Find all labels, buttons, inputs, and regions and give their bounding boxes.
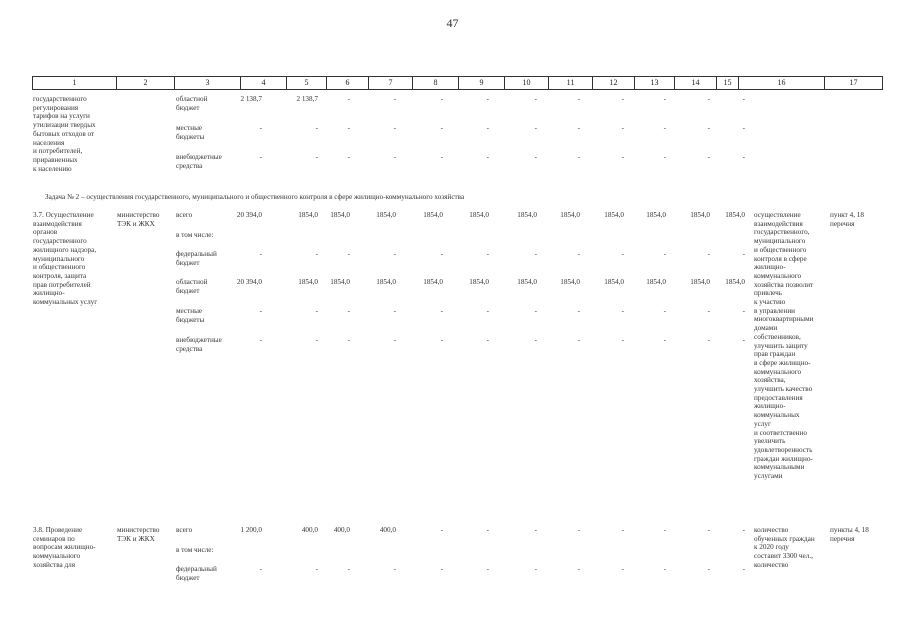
- value-cell: 1854,0: [469, 278, 489, 286]
- value-cell: -: [577, 250, 580, 258]
- value-cell: -: [534, 153, 537, 161]
- header-col-15: 15: [717, 77, 739, 89]
- expected-result: коммунальными: [754, 463, 805, 472]
- value-cell: -: [347, 307, 350, 315]
- value-cell: -: [577, 95, 580, 103]
- value-cell: 1854,0: [423, 278, 443, 286]
- value-cell: -: [742, 307, 745, 315]
- value-cell: -: [486, 526, 489, 534]
- value-cell: -: [393, 250, 396, 258]
- value-cell: -: [577, 526, 580, 534]
- value-cell: -: [347, 95, 350, 103]
- value-cell: -: [315, 336, 318, 344]
- value-cell: -: [577, 153, 580, 161]
- expected-result: осуществление: [754, 211, 801, 219]
- funding-source: в том числе:: [176, 546, 214, 554]
- header-col-11: 11: [549, 77, 593, 89]
- value-cell: -: [577, 336, 580, 344]
- value-cell: 1854,0: [376, 211, 396, 219]
- funding-source: местные бюджеты: [176, 307, 205, 324]
- funding-source: в том числе:: [176, 231, 214, 239]
- value-cell: 1854,0: [298, 211, 318, 219]
- value-cell: -: [577, 565, 580, 573]
- value-cell: -: [486, 153, 489, 161]
- value-cell: 1854,0: [298, 278, 318, 286]
- expected-result: собственников,: [754, 332, 801, 341]
- expected-result: количество: [754, 526, 789, 534]
- funding-source: местные бюджеты: [176, 124, 205, 141]
- row-description: бытовых отходов от: [33, 129, 95, 138]
- value-cell: -: [621, 124, 624, 132]
- value-cell: -: [621, 153, 624, 161]
- value-cell: 2 138,7: [240, 95, 262, 103]
- value-cell: 20 394,0: [236, 278, 262, 286]
- value-cell: 1854,0: [517, 211, 537, 219]
- row-description: тарифов на услуги: [33, 112, 90, 121]
- header-col-3: 3: [175, 77, 241, 89]
- funding-source: областной бюджет: [176, 278, 208, 295]
- value-cell: -: [742, 124, 745, 132]
- value-cell: -: [486, 336, 489, 344]
- funding-source: областной бюджет: [176, 95, 208, 112]
- value-cell: -: [315, 307, 318, 315]
- expected-result: и общественного: [754, 245, 807, 254]
- value-cell: 1854,0: [376, 278, 396, 286]
- value-cell: 1854,0: [517, 278, 537, 286]
- value-cell: -: [440, 526, 443, 534]
- funding-source: внебюджетные средства: [176, 336, 222, 353]
- row-description: и потребителей,: [33, 147, 83, 156]
- value-cell: -: [621, 307, 624, 315]
- expected-result: многоквартирными: [754, 315, 814, 324]
- value-cell: -: [486, 95, 489, 103]
- value-cell: 1854,0: [604, 211, 624, 219]
- expected-result: количество: [754, 560, 789, 569]
- value-cell: -: [534, 336, 537, 344]
- expected-result: хозяйства позволит: [754, 280, 814, 289]
- expected-result: привлечь: [754, 289, 783, 298]
- value-cell: 1854,0: [330, 211, 350, 219]
- expected-result: контроля в сфере: [754, 254, 807, 263]
- value-cell: -: [440, 124, 443, 132]
- expected-result: составит 3300 чел.,: [754, 552, 813, 561]
- expected-result: государственного,: [754, 228, 810, 237]
- header-col-7: 7: [369, 77, 413, 89]
- value-cell: -: [742, 250, 745, 258]
- expected-result: в управлении: [754, 306, 796, 315]
- value-cell: -: [393, 153, 396, 161]
- value-cell: -: [534, 250, 537, 258]
- value-cell: -: [663, 95, 666, 103]
- value-cell: -: [347, 124, 350, 132]
- row-description: органов: [33, 228, 58, 237]
- value-cell: -: [707, 565, 710, 573]
- header-col-16: 16: [739, 77, 825, 89]
- expected-result: в сфере жилищно-: [754, 358, 811, 367]
- value-cell: -: [486, 250, 489, 258]
- value-cell: 1854,0: [469, 211, 489, 219]
- value-cell: -: [663, 124, 666, 132]
- value-cell: 1854,0: [646, 278, 666, 286]
- value-cell: -: [393, 565, 396, 573]
- value-cell: -: [440, 307, 443, 315]
- funding-source: всего: [176, 211, 193, 219]
- value-cell: -: [259, 124, 262, 132]
- expected-result: коммунального: [754, 367, 802, 376]
- value-cell: -: [393, 124, 396, 132]
- value-cell: -: [440, 95, 443, 103]
- value-cell: -: [534, 307, 537, 315]
- expected-result: к участию: [754, 298, 786, 306]
- value-cell: 1854,0: [725, 211, 745, 219]
- value-cell: -: [259, 153, 262, 161]
- header-col-14: 14: [675, 77, 717, 89]
- value-cell: 1854,0: [560, 211, 580, 219]
- expected-result: удовлетворенность: [754, 445, 813, 454]
- value-cell: -: [315, 565, 318, 573]
- executor: министерство ТЭК и ЖКХ: [117, 211, 160, 228]
- row-description: к населению: [33, 164, 72, 173]
- table-header-row: [32, 76, 883, 90]
- row-description: государственного: [33, 237, 87, 246]
- expected-result: граждан жилищно-: [754, 454, 813, 463]
- row-description: 3.7. Осуществление: [33, 211, 94, 219]
- expected-result: услугами: [754, 472, 783, 480]
- row-description: приравненных: [33, 155, 78, 164]
- value-cell: -: [440, 153, 443, 161]
- value-cell: -: [707, 95, 710, 103]
- value-cell: -: [315, 153, 318, 161]
- value-cell: 400,0: [301, 526, 318, 534]
- value-cell: -: [742, 336, 745, 344]
- value-cell: -: [742, 153, 745, 161]
- value-cell: -: [621, 565, 624, 573]
- header-col-1: 1: [33, 77, 117, 89]
- header-col-10: 10: [505, 77, 549, 89]
- funding-source: всего: [176, 526, 193, 534]
- row-description: контроля, защита: [33, 271, 87, 280]
- expected-result: жилищно-: [754, 263, 786, 272]
- row-description: государственного: [33, 95, 87, 103]
- expected-result: и соответственно: [754, 428, 807, 437]
- row-description: 3.8. Проведение: [33, 526, 83, 534]
- expected-result: обученных граждан: [754, 534, 815, 543]
- value-cell: -: [742, 95, 745, 103]
- row-description: вопросам жилищно-: [33, 543, 96, 552]
- value-cell: -: [347, 565, 350, 573]
- header-col-5: 5: [287, 77, 327, 89]
- value-cell: -: [315, 250, 318, 258]
- value-cell: -: [534, 565, 537, 573]
- row-description: взаимодействия: [33, 219, 82, 228]
- value-cell: -: [742, 526, 745, 534]
- value-cell: -: [259, 336, 262, 344]
- row-description: семинаров по: [33, 534, 75, 543]
- value-cell: -: [259, 250, 262, 258]
- expected-result: домами: [754, 324, 778, 333]
- value-cell: 1 200,0: [240, 526, 262, 534]
- expected-result: жилищно-: [754, 402, 786, 411]
- row-description: жилищного надзора,: [33, 245, 97, 254]
- header-col-9: 9: [459, 77, 505, 89]
- value-cell: -: [663, 153, 666, 161]
- value-cell: 1854,0: [423, 211, 443, 219]
- value-cell: -: [486, 307, 489, 315]
- expected-result: взаимодействия: [754, 219, 803, 228]
- value-cell: 400,0: [379, 526, 396, 534]
- value-cell: 400,0: [333, 526, 350, 534]
- value-cell: -: [621, 95, 624, 103]
- header-col-8: 8: [413, 77, 459, 89]
- value-cell: -: [486, 565, 489, 573]
- row-description: утилизации твердых: [33, 121, 96, 130]
- value-cell: -: [315, 124, 318, 132]
- value-cell: -: [393, 95, 396, 103]
- value-cell: -: [440, 565, 443, 573]
- value-cell: 2 138,7: [296, 95, 318, 103]
- row-description: и общественного: [33, 263, 86, 272]
- value-cell: -: [707, 250, 710, 258]
- value-cell: -: [347, 153, 350, 161]
- value-cell: -: [577, 307, 580, 315]
- list-reference: пункты 4, 18 перечня: [830, 526, 869, 543]
- value-cell: -: [259, 565, 262, 573]
- value-cell: 1854,0: [560, 278, 580, 286]
- executor: министерство ТЭК и ЖКХ: [117, 526, 160, 543]
- expected-result: коммунальных: [754, 411, 800, 420]
- value-cell: 1854,0: [604, 278, 624, 286]
- row-description: прав потребителей: [33, 280, 91, 289]
- list-reference: пункт 4, 18 перечня: [830, 211, 864, 228]
- value-cell: 1854,0: [690, 278, 710, 286]
- value-cell: -: [707, 336, 710, 344]
- value-cell: 20 394,0: [236, 211, 262, 219]
- funding-source: внебюджетные средства: [176, 153, 222, 170]
- expected-result: улучшить качество: [754, 385, 813, 393]
- value-cell: -: [440, 250, 443, 258]
- row-description: коммунального: [33, 552, 81, 561]
- value-cell: -: [259, 307, 262, 315]
- header-col-12: 12: [593, 77, 635, 89]
- value-cell: -: [577, 124, 580, 132]
- value-cell: -: [707, 124, 710, 132]
- value-cell: -: [621, 336, 624, 344]
- value-cell: -: [663, 336, 666, 344]
- expected-result: хозяйства,: [754, 376, 786, 385]
- value-cell: 1854,0: [330, 278, 350, 286]
- expected-result: муниципального: [754, 237, 806, 246]
- value-cell: -: [393, 307, 396, 315]
- value-cell: -: [663, 250, 666, 258]
- value-cell: -: [393, 336, 396, 344]
- expected-result: прав граждан: [754, 350, 796, 359]
- header-col-2: 2: [117, 77, 175, 89]
- row-description: коммунальных услуг: [33, 298, 98, 306]
- header-col-6: 6: [327, 77, 369, 89]
- value-cell: -: [707, 153, 710, 161]
- value-cell: -: [663, 307, 666, 315]
- header-col-17: 17: [849, 78, 858, 87]
- value-cell: -: [663, 565, 666, 573]
- expected-result: увеличить: [754, 437, 786, 446]
- task-heading: Задача № 2 – осуществления государственного, муниципального и общественного контроля в сфере жилищно-коммунального хозяйства: [45, 193, 465, 201]
- value-cell: -: [663, 526, 666, 534]
- expected-result: коммунального: [754, 271, 802, 280]
- expected-result: к 2020 году: [754, 543, 789, 552]
- value-cell: -: [742, 565, 745, 573]
- value-cell: -: [347, 250, 350, 258]
- funding-source: федеральный бюджет: [176, 565, 217, 582]
- value-cell: -: [534, 95, 537, 103]
- expected-result: услуг: [754, 419, 771, 428]
- value-cell: -: [486, 124, 489, 132]
- value-cell: -: [707, 526, 710, 534]
- row-description: населения: [33, 138, 65, 147]
- value-cell: -: [440, 336, 443, 344]
- value-cell: 1854,0: [725, 278, 745, 286]
- value-cell: -: [347, 336, 350, 344]
- row-description: муниципального: [33, 254, 85, 263]
- row-description: жилищно-: [33, 289, 65, 298]
- value-cell: 1854,0: [690, 211, 710, 219]
- value-cell: -: [707, 307, 710, 315]
- row-description: регулирования: [33, 103, 79, 112]
- header-col-13: 13: [635, 77, 675, 89]
- expected-result: предоставления: [754, 393, 803, 402]
- value-cell: -: [534, 124, 537, 132]
- expected-result: улучшить защиту: [754, 341, 808, 350]
- value-cell: -: [534, 526, 537, 534]
- header-col-4: 4: [241, 77, 287, 89]
- value-cell: 1854,0: [646, 211, 666, 219]
- page-number: 47: [446, 16, 459, 30]
- value-cell: -: [621, 250, 624, 258]
- row-description: хозяйства для: [33, 560, 76, 569]
- funding-source: федеральный бюджет: [176, 250, 217, 267]
- value-cell: -: [621, 526, 624, 534]
